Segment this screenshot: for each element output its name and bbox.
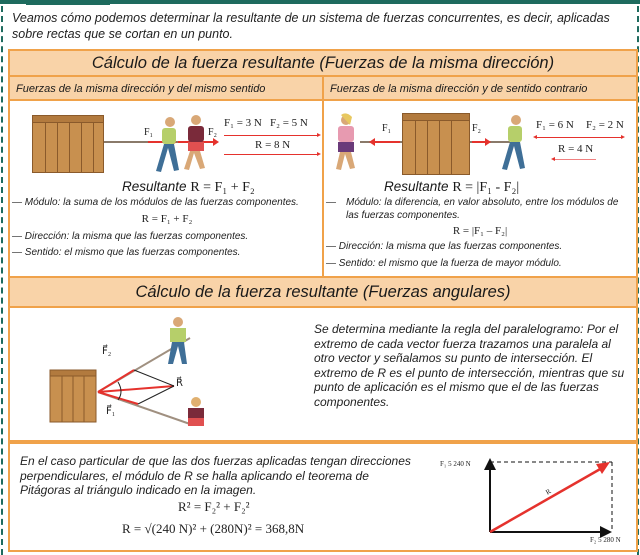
f1-label: F₁ [144, 127, 154, 138]
perpendicular-vectors-diagram [440, 452, 630, 548]
f1-f2-vector-line [224, 135, 318, 136]
f1-label: F₁ [382, 123, 392, 134]
subheader-opposite-sense: Fuerzas de la misma dirección y de sentido contrario [324, 77, 636, 101]
subheader-row [10, 77, 636, 101]
person-pulling-icon [496, 113, 530, 175]
person-pulling-icon [178, 113, 212, 175]
r-value: R = 4 N [558, 143, 594, 155]
r-vector-line [224, 154, 318, 155]
modulo-bullet: Módulo: la diferencia, en valor absoluto, entre los módulos de las fuerzas componentes. [346, 197, 619, 221]
crate-image [32, 115, 104, 173]
direccion-bullet: — Dirección: la misma que las fuerzas componentes. [12, 231, 249, 242]
f2-vector-label: F⃗₂ [102, 346, 112, 357]
sentido-bullet: — Sentido: el mismo que la fuerza de mayor módulo. [326, 258, 562, 269]
resultant-label: R [544, 487, 553, 497]
r-value: R = 8 N [255, 139, 291, 151]
f2-arrow [472, 141, 486, 143]
section-same-direction [8, 49, 638, 278]
section-angular-forces [8, 276, 638, 442]
same-sense-column [10, 101, 324, 276]
pythagoras-text: En el caso particular de que las dos fuerzas aplicadas tengan direcciones perpendiculares, el módulo de R se halla aplicando el teorema de Pitágoras al triángulo indicado en la imagen. [20, 454, 411, 498]
top-frame-tab [26, 0, 110, 5]
person-pulling-icon [332, 113, 364, 175]
f1-arrow [374, 141, 400, 143]
r-vector-line [554, 159, 596, 160]
parallelogram-rule-text: Se determina mediante la regla del paralelogramo: Por el extremo de cada vector fuerza trazamos una paralela al otro vector y señalamos su punto de intersección. El extremo de R es el punto de intersección, mientras que su punto de aplicación es el mismo que el de las fuerzas componentes. [314, 322, 625, 409]
frame-dashed-border-left [1, 6, 3, 555]
parallelogram-illustration [40, 314, 220, 436]
modulo-dash: — [326, 197, 336, 208]
f1-value: F₁ = 6 N [536, 119, 574, 131]
section-perpendicular-forces [8, 442, 638, 552]
crate-image [402, 113, 470, 175]
f1-value: F₁ = 3 N [224, 117, 262, 129]
pythagoras-formula-result: R = √(240 N)² + (280N)² = 368,8N [122, 521, 305, 536]
tug-opposite-direction-illustration [324, 101, 636, 181]
f2-value: F₂ = 2 N [586, 119, 624, 131]
modulo-formula: R = F₁ + F₂ [141, 213, 193, 225]
section-title: Cálculo de la fuerza resultante (Fuerzas de la misma dirección) [10, 51, 636, 77]
resultant-formula: Resultante R = |F₁ - F₂| [384, 179, 520, 195]
f2-label: F₂ [208, 127, 218, 138]
f2-label: F₂ [472, 123, 482, 134]
parallelogram-diagram [40, 314, 220, 436]
modulo-formula: R = |F₁ – F₂| [452, 225, 508, 237]
opposite-sense-column [324, 101, 636, 276]
resultant-formula: Resultante R = F₁ + F₂ [122, 179, 255, 195]
subheader-same-sense: Fuerzas de la misma dirección y del mismo sentido [10, 77, 324, 101]
vertical-force-label: F₁ 5 240 N [440, 460, 471, 468]
f2-value: F₂ = 5 N [270, 117, 308, 129]
intro-paragraph: Veamos cómo podemos determinar la resultante de un sistema de fuerzas concurrentes, es decir, aplicadas sobre rectas que se cortan en un punto. [12, 11, 610, 41]
section-title: Cálculo de la fuerza resultante (Fuerzas angulares) [10, 278, 636, 308]
pythagoras-formula-squared: R² = F₂² + F₂² [178, 499, 250, 514]
tug-same-direction-illustration [10, 101, 324, 181]
horizontal-force-label: F₂ 5 280 N [590, 536, 621, 544]
modulo-bullet: — Módulo: la suma de los módulos de las fuerzas componentes. [12, 197, 299, 208]
sentido-bullet: — Sentido: el mismo que las fuerzas componentes. [12, 247, 241, 258]
direccion-bullet: — Dirección: la misma que las fuerzas componentes. [326, 241, 563, 252]
f1-f2-vector-line [536, 137, 622, 138]
f1-vector-label: F⃗₁ [106, 406, 116, 417]
r-vector-label: R⃗ [176, 378, 183, 389]
